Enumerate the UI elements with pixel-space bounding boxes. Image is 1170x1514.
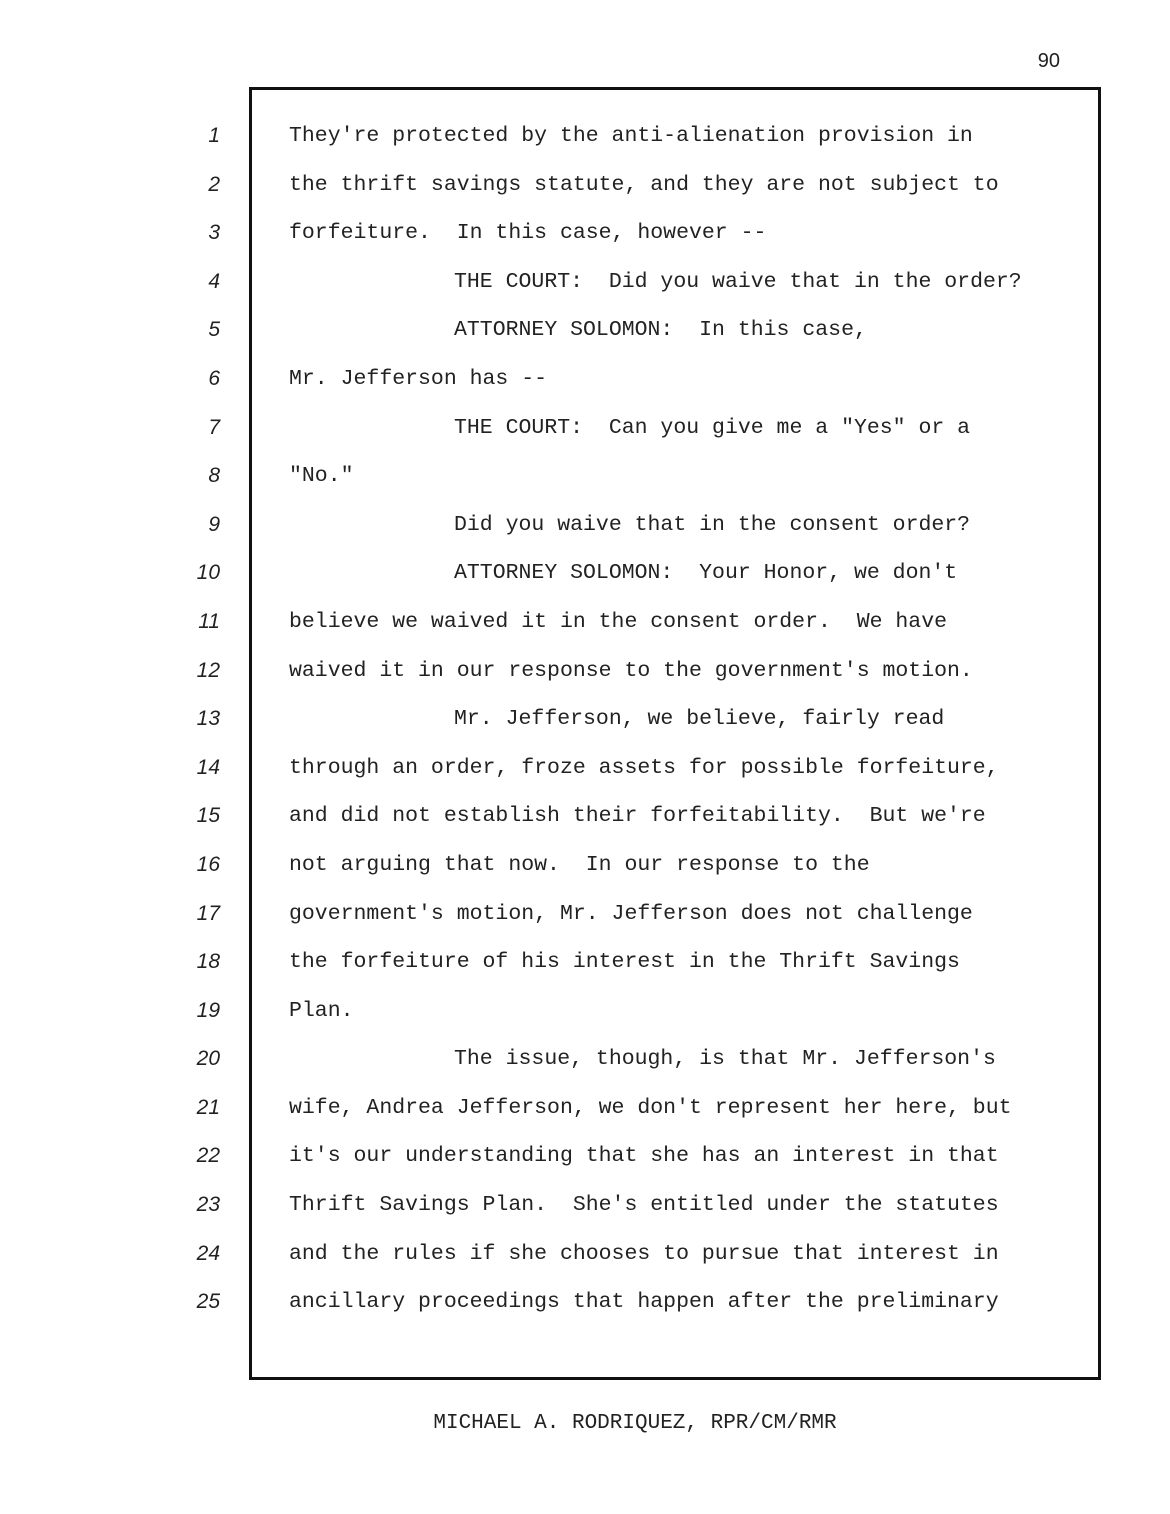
transcript-line: ATTORNEY SOLOMON: In this case, [454,318,867,343]
line-number: 19 [196,998,220,1022]
line-number: 11 [198,609,220,633]
transcript-line: THE COURT: Can you give me a "Yes" or a [454,415,971,440]
transcript-line: "No." [289,464,354,489]
transcript-line: ancillary proceedings that happen after the preliminary [289,1290,999,1315]
line-number: 4 [208,269,220,293]
transcript-line: Plan. [289,998,354,1023]
line-number: 24 [196,1241,220,1265]
transcript-line: ATTORNEY SOLOMON: Your Honor, we don't [454,561,958,586]
line-number: 18 [196,950,220,974]
court-reporter-footer: MICHAEL A. RODRIQUEZ, RPR/CM/RMR [433,1412,837,1435]
transcript-line: not arguing that now. In our response to the [289,852,870,877]
line-number: 13 [196,707,220,731]
transcript-body [289,112,1079,1327]
line-number: 3 [208,221,220,245]
transcript-line: forfeiture. In this case, however -- [289,221,767,246]
transcript-line: through an order, froze assets for possible forfeiture, [289,755,999,780]
line-number: 21 [196,1095,220,1119]
line-number: 16 [196,852,220,876]
line-number: 9 [208,512,220,536]
transcript-line: the forfeiture of his interest in the Thrift Savings [289,950,960,975]
transcript-line: believe we waived it in the consent order. We have [289,609,948,634]
transcript-line: Mr. Jefferson has -- [289,366,548,391]
line-number: 20 [196,1047,220,1071]
line-number: 1 [208,124,220,147]
page-number: 90 [1037,50,1060,72]
line-number: 14 [196,755,220,779]
transcript-line: THE COURT: Did you waive that in the order? [454,269,1022,294]
line-number: 12 [196,658,220,682]
transcript-line: wife, Andrea Jefferson, we don't represent her here, but [289,1095,1012,1120]
line-number: 8 [208,464,220,488]
transcript-line: The issue, though, is that Mr. Jefferson's [454,1047,996,1072]
line-number: 25 [196,1290,220,1314]
transcript-line: Mr. Jefferson, we believe, fairly read [454,707,945,732]
transcript-line: and did not establish their forfeitability. But we're [289,804,986,829]
line-number: 15 [196,804,220,828]
transcript-line: Thrift Savings Plan. She's entitled under the statutes [289,1193,999,1218]
transcript-line: the thrift savings statute, and they are not subject to [289,172,999,197]
line-number: 22 [196,1144,220,1168]
line-number-column [180,112,220,1327]
transcript-line: it's our understanding that she has an interest in that [289,1144,999,1169]
line-number: 5 [208,318,220,342]
line-number: 7 [208,415,220,439]
transcript-line: and the rules if she chooses to pursue that interest in [289,1241,999,1266]
line-number: 6 [208,366,220,390]
line-number: 2 [208,172,220,196]
line-number: 17 [196,901,220,925]
line-number: 10 [196,561,220,585]
transcript-line: government's motion, Mr. Jefferson does not challenge [289,901,973,926]
transcript-line: They're protected by the anti-alienation provision in [289,124,973,148]
transcript-line: Did you waive that in the consent order? [454,512,971,537]
line-number: 23 [196,1193,220,1217]
transcript-line: waived it in our response to the government's motion. [289,658,973,683]
